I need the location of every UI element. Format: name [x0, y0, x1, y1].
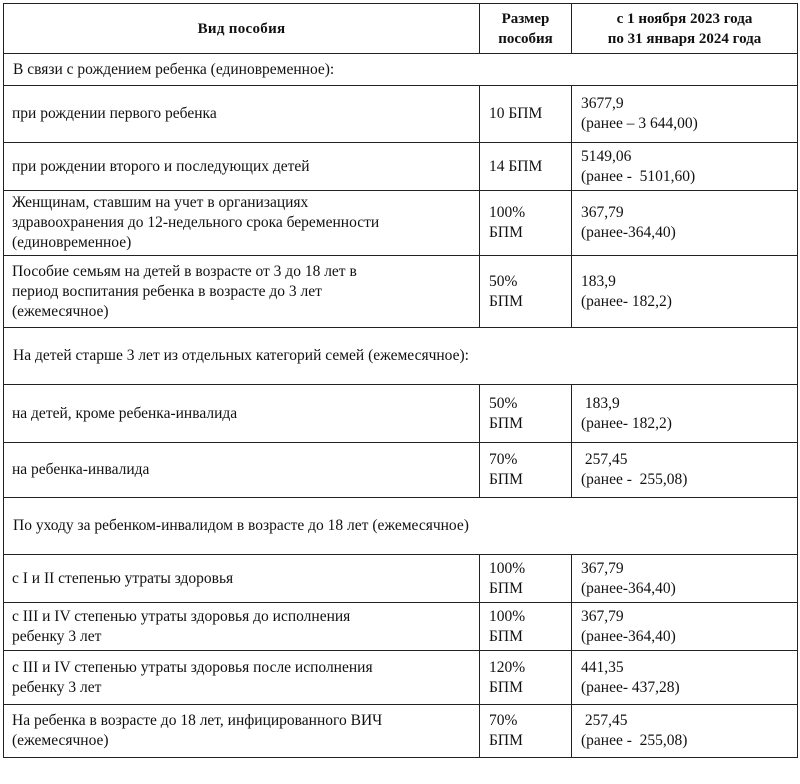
benefit-amount-cell: 183,9 (ранее- 182,2): [572, 385, 798, 443]
section-row: [4, 54, 798, 86]
benefit-amount-cell: 257,45 (ранее - 255,08): [572, 443, 798, 498]
table-row: [4, 443, 798, 498]
header-period-amount: с 1 ноября 2023 года по 31 января 2024 года: [572, 4, 798, 54]
benefit-amount-cell: 3677,9 (ранее – 3 644,00): [572, 86, 798, 143]
table-row: [4, 191, 798, 256]
section-title: На детей старше 3 лет из отдельных категорий семей (ежемесячное):: [4, 328, 798, 385]
benefit-size-cell: 14 БПМ: [480, 143, 572, 191]
table-row: [4, 651, 798, 705]
header-row: [4, 4, 798, 54]
benefit-size-cell: 50% БПМ: [480, 385, 572, 443]
benefit-type-cell: с III и IV степенью утраты здоровья до исполнения ребенку 3 лет: [4, 603, 480, 651]
benefit-type-cell: с I и II степенью утраты здоровья: [4, 555, 480, 603]
table-row: [4, 143, 798, 191]
table-row: [4, 385, 798, 443]
benefit-type-cell: при рождении второго и последующих детей: [4, 143, 480, 191]
section-row: [4, 498, 798, 555]
benefit-size-cell: 50% БПМ: [480, 256, 572, 328]
table-row: [4, 603, 798, 651]
benefit-amount-cell: 367,79 (ранее-364,40): [572, 555, 798, 603]
benefits-table: [3, 3, 798, 758]
header-benefit-type: Вид пособия: [4, 4, 480, 54]
benefit-amount-cell: 367,79 (ранее-364,40): [572, 191, 798, 256]
section-row: [4, 328, 798, 385]
benefit-type-cell: на детей, кроме ребенка-инвалида: [4, 385, 480, 443]
benefit-size-cell: 70% БПМ: [480, 705, 572, 758]
benefit-amount-cell: 367,79 (ранее-364,40): [572, 603, 798, 651]
benefit-size-cell: 120% БПМ: [480, 651, 572, 705]
benefit-type-cell: на ребенка-инвалида: [4, 443, 480, 498]
benefit-type-cell: На ребенка в возрасте до 18 лет, инфицированного ВИЧ (ежемесячное): [4, 705, 480, 758]
benefit-amount-cell: 183,9 (ранее- 182,2): [572, 256, 798, 328]
table-row: [4, 256, 798, 328]
benefit-type-cell: Женщинам, ставшим на учет в организациях здравоохранения до 12-недельного срока беременности (единовременное): [4, 191, 480, 256]
header-benefit-size: Размер пособия: [480, 4, 572, 54]
table-row: [4, 705, 798, 758]
benefit-size-cell: 100% БПМ: [480, 191, 572, 256]
section-title: По уходу за ребенком-инвалидом в возрасте до 18 лет (ежемесячное): [4, 498, 798, 555]
benefit-type-cell: Пособие семьям на детей в возрасте от 3 до 18 лет в период воспитания ребенка в возрасте до 3 лет (ежемесячное): [4, 256, 480, 328]
section-title: В связи с рождением ребенка (единовременное):: [4, 54, 798, 86]
benefit-type-cell: с III и IV степенью утраты здоровья после исполнения ребенку 3 лет: [4, 651, 480, 705]
benefit-size-cell: 100% БПМ: [480, 603, 572, 651]
benefit-size-cell: 70% БПМ: [480, 443, 572, 498]
benefit-type-cell: при рождении первого ребенка: [4, 86, 480, 143]
benefit-amount-cell: 5149,06 (ранее - 5101,60): [572, 143, 798, 191]
benefit-amount-cell: 257,45 (ранее - 255,08): [572, 705, 798, 758]
benefit-size-cell: 10 БПМ: [480, 86, 572, 143]
table-row: [4, 86, 798, 143]
table-row: [4, 555, 798, 603]
benefit-amount-cell: 441,35 (ранее- 437,28): [572, 651, 798, 705]
benefit-size-cell: 100% БПМ: [480, 555, 572, 603]
